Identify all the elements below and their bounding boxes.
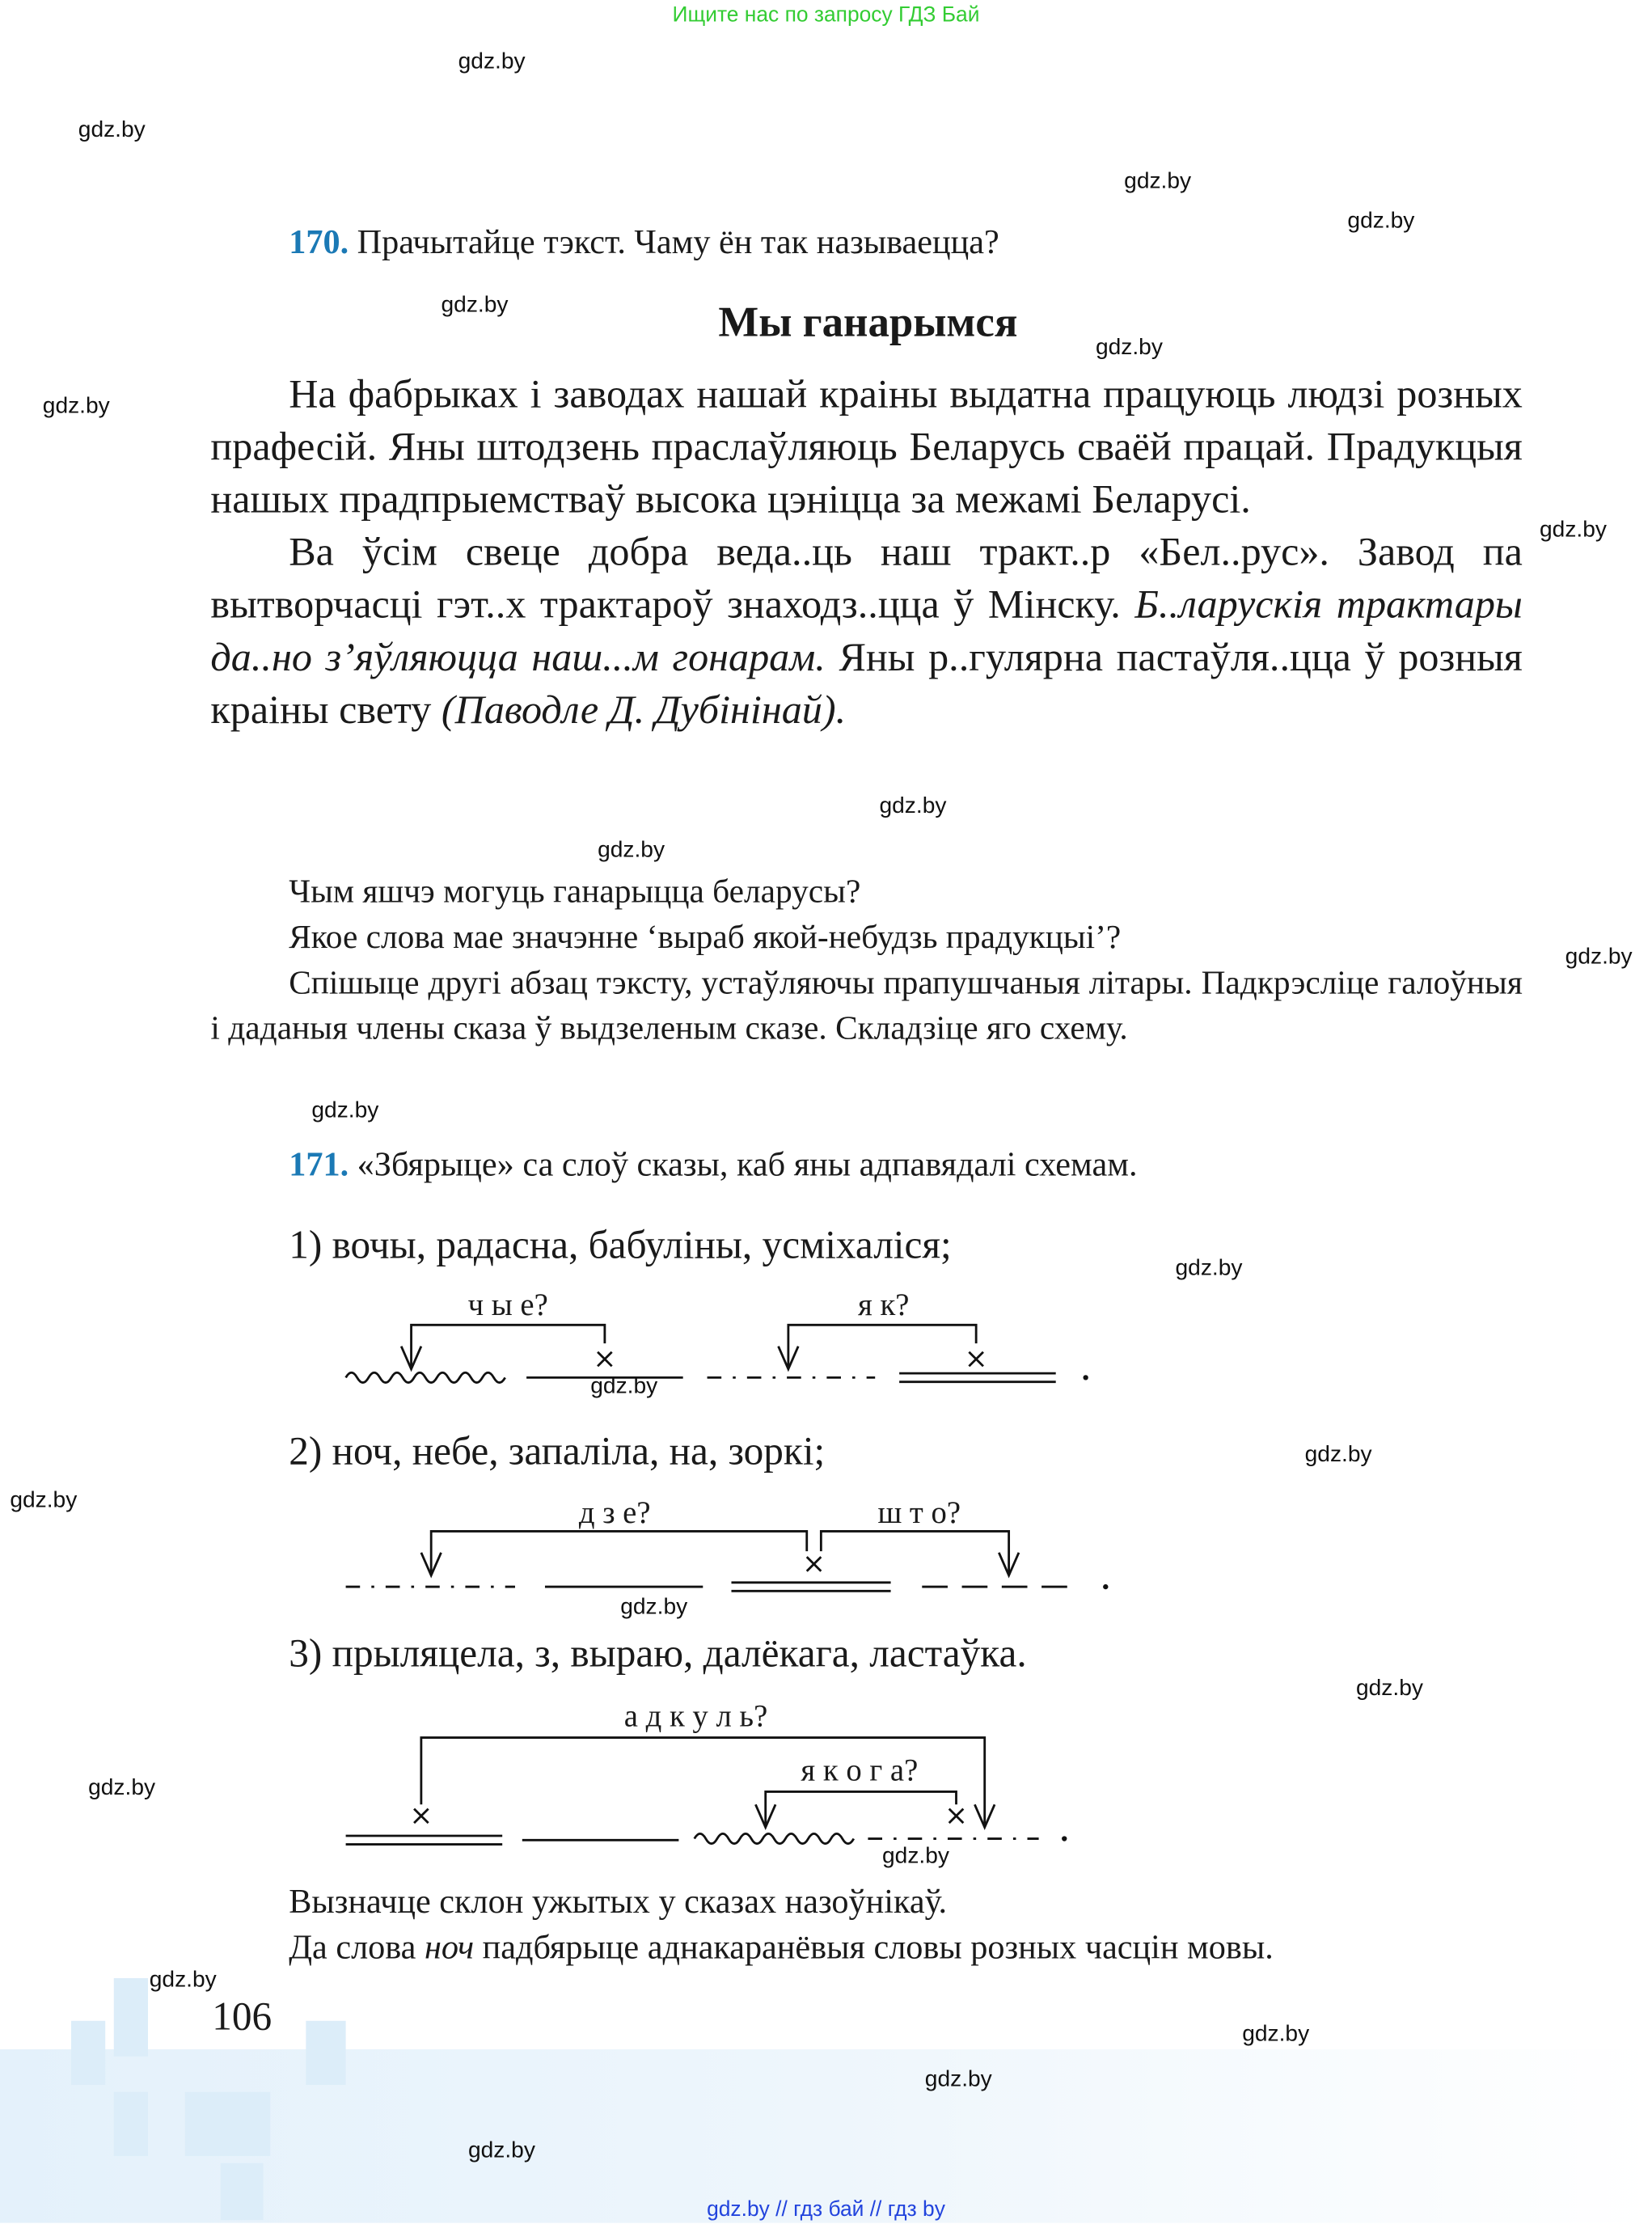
question-label: ш т о? xyxy=(877,1495,961,1530)
watermark: gdz.by xyxy=(1175,1256,1243,1281)
highlighted-sentence: Б..ларускія трактары да..но з’яўляюцца наш...м гонарам. xyxy=(210,583,1523,681)
double-line xyxy=(346,1836,503,1845)
watermark: gdz.by xyxy=(924,2067,992,2092)
text-span: Яны р..гулярна пастаўля..цца ў розныя краіны свету xyxy=(210,636,1523,734)
watermark: gdz.by xyxy=(311,1098,379,1123)
watermark: gdz.by xyxy=(882,1844,949,1869)
watermark: gdz.by xyxy=(1304,1443,1372,1468)
exercise-number: 171. xyxy=(289,1147,349,1185)
watermark: gdz.by xyxy=(1242,2022,1310,2047)
question: Якое слова мае значэнне ‘выраб якой-небудзь прадукцыі’? xyxy=(289,919,1122,957)
source-citation: (Паводле Д. Дубінінай). xyxy=(441,688,847,734)
cross-mark xyxy=(414,1809,429,1824)
wavy-line xyxy=(695,1833,854,1843)
page-number: 106 xyxy=(212,1995,273,2040)
question-label: ч ы е? xyxy=(467,1287,548,1322)
question-label: д з е? xyxy=(578,1495,651,1530)
text-title: Мы ганарымся xyxy=(718,298,1018,346)
top-banner[interactable]: Ищите нас по запросу ГДЗ Бай xyxy=(672,2,980,27)
question: Чым яшчэ могуць ганарыцца беларусы? xyxy=(289,873,861,911)
question-label: я к о г а? xyxy=(801,1753,919,1788)
text-span: падбярыце аднакаранёвыя словы розных часцін мовы. xyxy=(474,1930,1274,1967)
watermark: gdz.by xyxy=(879,793,947,818)
watermark: gdz.by xyxy=(10,1488,78,1513)
period-dot xyxy=(1083,1375,1088,1380)
watermark: gdz.by xyxy=(88,1776,156,1801)
cross-mark xyxy=(949,1809,964,1824)
watermark: gdz.by xyxy=(467,2138,535,2163)
question-label: я к? xyxy=(858,1287,910,1322)
footer-links[interactable]: gdz.by // гдз бай // гдз by xyxy=(707,2197,945,2222)
question-label: а д к у л ь? xyxy=(623,1699,768,1734)
scheme-3 xyxy=(346,1738,1039,1845)
question-arrow xyxy=(788,1325,976,1366)
watermark: gdz.by xyxy=(1347,209,1415,234)
watermark: gdz.by xyxy=(590,1374,658,1399)
watermark: gdz.by xyxy=(598,838,665,863)
question-arrow xyxy=(431,1531,807,1572)
question-arrow xyxy=(821,1531,1008,1572)
watermark: gdz.by xyxy=(42,394,110,419)
question-arrow xyxy=(766,1791,957,1824)
double-line xyxy=(899,1373,1056,1382)
scheme-2 xyxy=(346,1531,1071,1591)
watermark: gdz.by xyxy=(1539,518,1607,543)
watermark: gdz.by xyxy=(1124,169,1192,194)
period-dot xyxy=(1103,1584,1108,1589)
watermark: gdz.by xyxy=(149,1968,217,1993)
question-arrow xyxy=(412,1325,605,1366)
sentence-1: 1) вочы, радасна, бабуліны, усміхаліся; xyxy=(289,1224,952,1268)
task-text: Прачытайце тэкст. Чаму ён так называецца? xyxy=(357,225,999,262)
question: Спішыце другі абзац тэксту, устаўляючы прапушчаныя літары. Падкрэсліце галоўныя і даданыя члены сказа ў выдзеленым сказе. Складзіце яго схему. xyxy=(210,965,1523,1048)
scheme-1 xyxy=(346,1325,1056,1382)
text-span: Да слова xyxy=(289,1930,425,1967)
task-line xyxy=(289,1926,1570,1971)
cross-mark xyxy=(598,1352,612,1367)
watermark: gdz.by xyxy=(1565,945,1633,970)
follow-up-tasks xyxy=(289,1880,1570,1972)
watermark: gdz.by xyxy=(1355,1676,1423,1701)
task-text: «Збярыце» са слоў сказы, каб яны адпавядалі схемам. xyxy=(357,1147,1138,1185)
watermark: gdz.by xyxy=(78,118,146,142)
watermark: gdz.by xyxy=(441,293,509,318)
task-line: Вызначце склон ужытых у сказах назоўнікаў. xyxy=(289,1884,948,1922)
cross-mark xyxy=(807,1557,822,1571)
cross-mark xyxy=(969,1352,983,1367)
sentence-2: 2) ноч, небе, запаліла, на, зоркі; xyxy=(289,1430,826,1475)
period-dot xyxy=(1062,1836,1067,1841)
text-span: Ва ўсім свеце добра веда..ць наш тракт..р «Бел..рус». Завод па вытворчасці гэт..х трактароў знаходз..цца ў Мінску. xyxy=(210,531,1523,628)
watermark: gdz.by xyxy=(620,1595,688,1620)
watermark: gdz.by xyxy=(458,49,526,74)
double-line xyxy=(731,1583,890,1592)
paragraph-1: На фабрыках і заводах нашай краіны выдатна працуюць людзі розных прафесій. Яны штодзень праслаўляюць Беларусь сваёй працай. Прадукцыя нашых прадпрыемстваў высока цэніцца за межамі Беларусі. xyxy=(210,373,1523,522)
watermark: gdz.by xyxy=(1095,336,1163,361)
exercise-number: 170. xyxy=(289,225,349,262)
highlighted-word: ноч xyxy=(424,1930,475,1967)
wavy-line-predicate-attribute xyxy=(346,1372,505,1382)
sentence-3: 3) прыляцела, з, выраю, далёкага, ластаўка. xyxy=(289,1632,1027,1676)
